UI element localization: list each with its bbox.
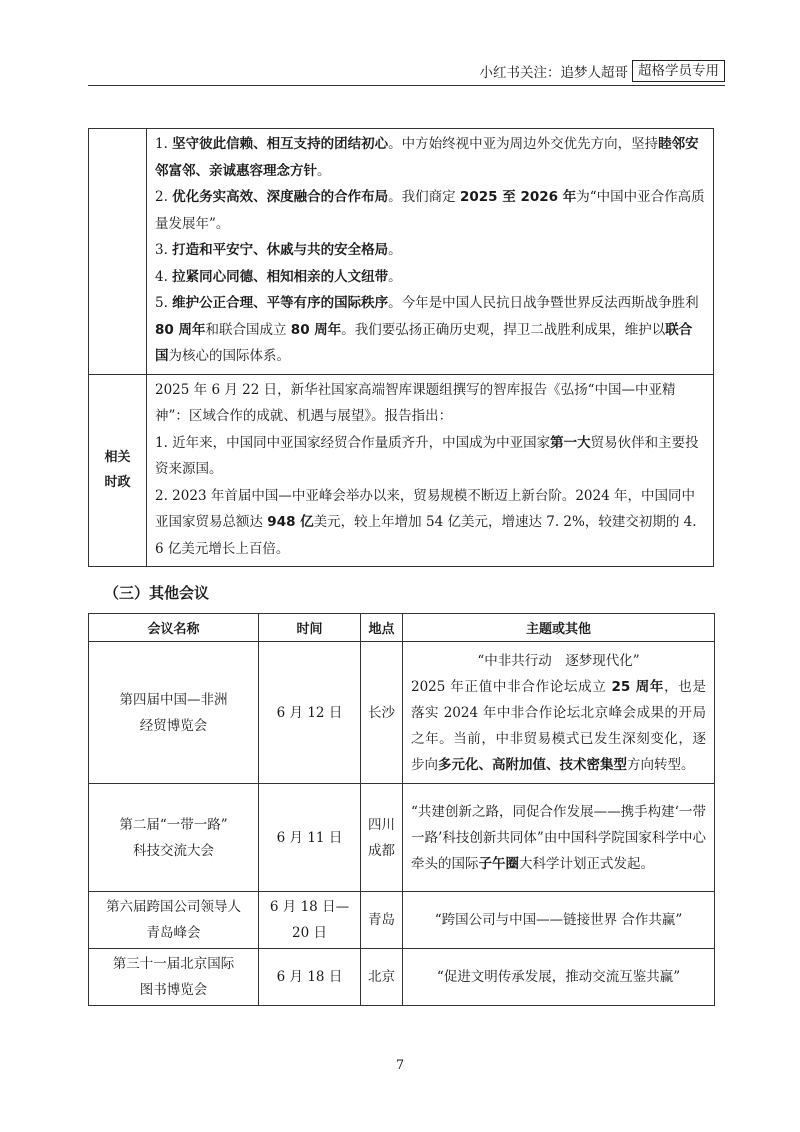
conference-time: 6 月 12 日 — [259, 642, 361, 784]
header-text: 小红书关注：追梦人超哥 — [479, 65, 628, 81]
principle-item: 4. 拉紧同心同德、相知相亲的人文纽带。 — [155, 268, 402, 285]
conference-name: 第四届中国—非洲 经贸博览会 — [89, 642, 259, 784]
conference-theme: “促进文明传承发展，推动交流互鉴共赢” — [403, 949, 715, 1006]
conference-theme: “共建创新之路，同促合作发展——携手构建‘一带一路’科技创新共同体”由中国科学院国家科学中心牵头的国际子午圈大科学计划正式发起。 — [403, 784, 715, 892]
principles-content — [147, 129, 714, 375]
table-row — [89, 892, 715, 949]
header-badge: 超格学员专用 — [632, 60, 725, 82]
table-header-row — [89, 614, 715, 642]
conference-theme: “跨国公司与中国——链接世界 合作共赢” — [403, 892, 715, 949]
principles-row — [89, 129, 714, 375]
principle-item: 3. 打造和平安宁、休戚与共的安全格局。 — [155, 242, 402, 258]
page-number: 7 — [395, 1058, 405, 1073]
related-intro: 2025 年 6 月 22 日，新华社国家高端智库课题组撰写的智库报告《弘扬“中国—中亚精神”：区域合作的成就、机遇与展望》。报告指出： — [155, 381, 676, 424]
related-point-1: 1. 近年来，中国同中亚国家经贸合作量质齐升，中国成为中亚国家第一大贸易伙伴和主要投资来源国。 — [155, 434, 699, 477]
column-header: 地点 — [361, 614, 403, 642]
table-row — [89, 784, 715, 892]
related-row — [89, 374, 714, 567]
conference-place: 青岛 — [361, 892, 403, 949]
conference-place: 四川 成都 — [361, 784, 403, 892]
column-header: 时间 — [259, 614, 361, 642]
conference-name: 第二届“一带一路” 科技交流大会 — [89, 784, 259, 892]
related-point-2: 2. 2023 年首届中国—中亚峰会举办以来，贸易规模不断迈上新台阶。2024 年，中国同中亚国家贸易总额达 948 亿美元，较上年增加 54 亿美元，增速达 7. 2%，较建交初期的 4. 6 亿美元增长上百倍。 — [155, 487, 697, 557]
table-row — [89, 642, 715, 784]
section-title: （三）其他会议 — [104, 584, 210, 602]
conference-place: 长沙 — [361, 642, 403, 784]
conference-time: 6 月 18 日—20 日 — [259, 892, 361, 949]
related-content — [147, 374, 714, 567]
principle-item: 5. 维护公正合理、平等有序的国际秩序。今年是中国人民抗日战争暨世界反法西斯战争胜利 80 周年和联合国成立 80 周年。我们要弘扬正确历史观，捍卫二战胜利成果，维护以联合国为核心的国际体系。 — [155, 295, 699, 364]
conference-theme: “中非共行动 逐梦现代化” 2025 年正值中非合作论坛成立 25 周年，也是落实 2024 年中非合作论坛北京峰会成果的开局之年。当前，中非贸易模式已发生深刻变化，逐步向多元化、高附加值、技术密集型方向转型。 — [403, 642, 715, 784]
conference-table — [88, 613, 715, 1006]
related-label: 相关 时政 — [89, 374, 147, 567]
header-rule — [88, 85, 725, 86]
page-header — [480, 60, 726, 82]
table-row — [89, 949, 715, 1006]
conference-time: 6 月 18 日 — [259, 949, 361, 1006]
column-header: 主题或其他 — [403, 614, 715, 642]
conference-name: 第六届跨国公司领导人 青岛峰会 — [89, 892, 259, 949]
conference-place: 北京 — [361, 949, 403, 1006]
principle-item: 1. 坚守彼此信赖、相互支持的团结初心。中方始终视中亚为周边外交优先方向，坚持睦邻安邻富邻、亲诚惠容理念方针。 — [155, 136, 699, 179]
policy-table — [88, 128, 714, 567]
column-header: 会议名称 — [89, 614, 259, 642]
principle-item: 2. 优化务实高效、深度融合的合作布局。我们商定 2025 至 2026 年为“中国中亚合作高质量发展年”。 — [155, 189, 705, 232]
conference-name: 第三十一届北京国际 图书博览会 — [89, 949, 259, 1006]
conference-time: 6 月 11 日 — [259, 784, 361, 892]
principles-label-cell — [89, 129, 147, 375]
